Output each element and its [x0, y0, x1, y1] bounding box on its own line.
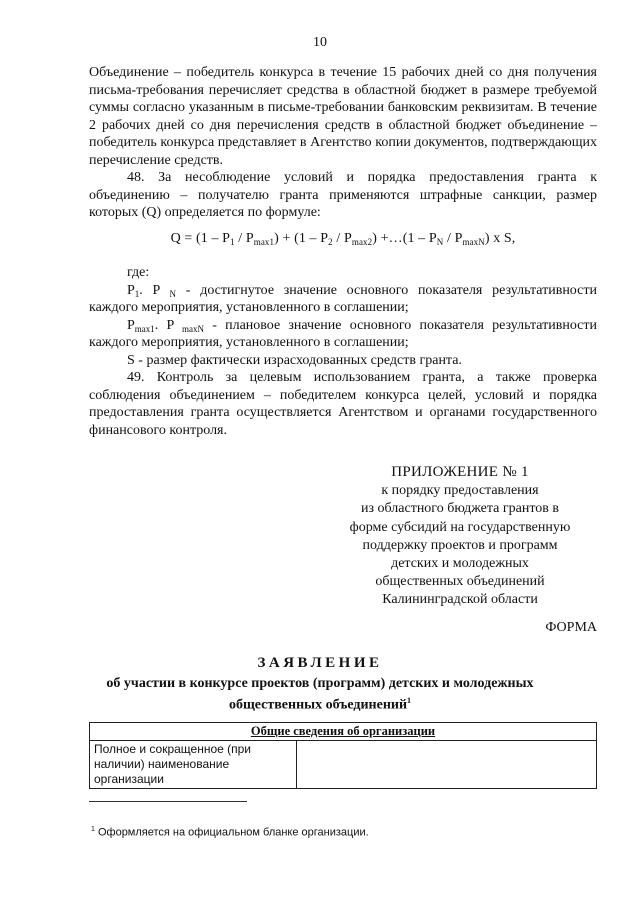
- footnote-text: Оформляется на официальном бланке организации.: [97, 826, 369, 839]
- appendix-line: детских и молодежных: [391, 556, 529, 572]
- statement-title: ЗАЯВЛЕНИЕ: [257, 655, 383, 671]
- statement-subtitle-text: об участии в конкурсе проектов (программ) детских и молодежных общественных объединений: [106, 676, 534, 713]
- footnote-reference: 1: [407, 696, 412, 705]
- formula-where: где:: [127, 265, 150, 280]
- org-name-value[interactable]: [297, 741, 597, 789]
- page-number: 10: [313, 35, 327, 50]
- appendix-line: из областного бюджета грантов в: [360, 501, 560, 517]
- table-row: [90, 741, 597, 789]
- definition-s: S - размер фактически израсходованных средств гранта.: [127, 352, 462, 368]
- paragraph-48: 48. За несоблюдение условий и порядка предоставления гранта к объединению – получателю гранта применяются штрафные санкции, размер которых (Q) определяется по формуле:: [89, 170, 597, 220]
- appendix-heading: ПРИЛОЖЕНИЕ № 1: [391, 464, 529, 480]
- table-header: Общие сведения об организации: [90, 723, 597, 741]
- main-text: [89, 64, 597, 439]
- appendix-line: Калининградской области: [382, 592, 538, 608]
- definition-p: [89, 282, 597, 317]
- paragraph-transfer: Объединение – победитель конкурса в течение 15 рабочих дней со дня получения письма-требования перечисляет средства в областной бюджет в размере требуемой суммы согласно указанным в письме-требовании банковским реквизитам. В течение 2 рабочих дней со дня перечисления средств в областной бюджет объединение – победитель конкурса представляет в Агентство копии документов, подтверждающих перечисление средств.: [89, 65, 597, 168]
- definition-pmax-text: - плановое значение основного показателя результативности каждого мероприятия, установленного в соглашении;: [89, 317, 597, 350]
- definition-p-text: - достигнутое значение основного показателя результативности каждого мероприятия, установленного в соглашении;: [89, 282, 597, 315]
- paragraph-49: 49. Контроль за целевым использованием гранта, а также проверка соблюдения объединением – победителем конкурса целей, условий и порядка предоставления гранта осуществляется Агентством и органами государственного финансового контроля.: [89, 370, 597, 438]
- appendix-block: [340, 463, 580, 610]
- org-name-label: Полное и сокращенное (при наличии) наименование организации: [90, 741, 297, 789]
- appendix-line: форме субсидий на государственную: [349, 519, 571, 535]
- definition-pmax: [89, 317, 597, 352]
- organization-info-table: [89, 722, 597, 789]
- form-label: ФОРМА: [545, 620, 597, 635]
- footnote-divider: [89, 801, 247, 802]
- symbol-pmax: $P_{max1}$. P $_{maxN}$: [127, 317, 204, 334]
- appendix-line: к порядку предоставления: [381, 483, 539, 499]
- appendix-line: общественных объединений: [375, 574, 545, 590]
- statement-subtitle: [100, 675, 540, 714]
- appendix-line: поддержку проектов и программ: [362, 537, 558, 553]
- footnote: [91, 826, 369, 839]
- footnote-mark: 1: [91, 826, 95, 833]
- penalty-formula: $Q = (1 - P_1 / P_{max1}) + (1 - P_2 / P_{max2})$ +…(1 – $P_N / P_{maxN}$) x S,: [170, 230, 516, 247]
- symbol-p: $P_1$. P $_N$: [127, 282, 177, 299]
